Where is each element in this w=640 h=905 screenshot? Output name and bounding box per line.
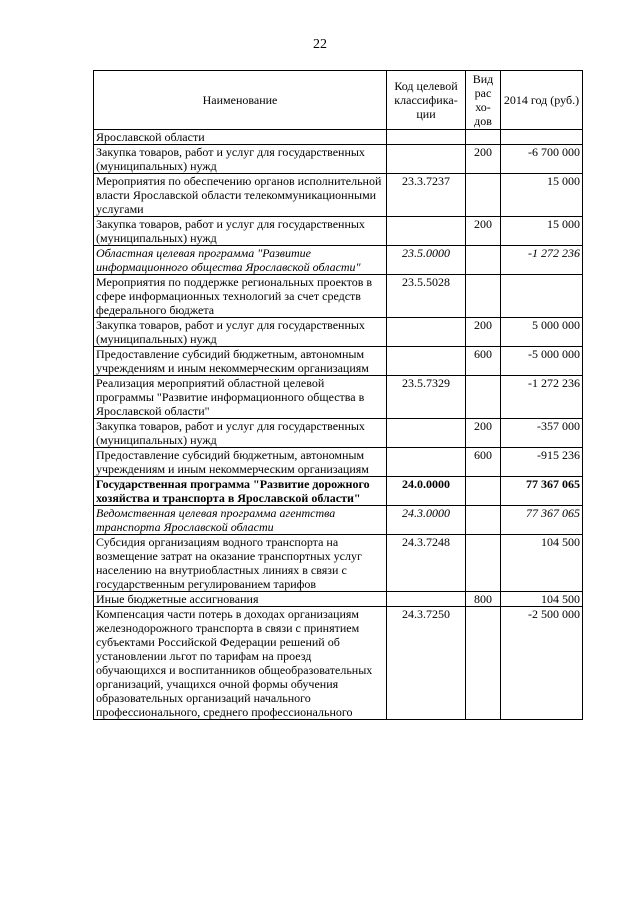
- cell-name: Иные бюджетные ассигнования: [94, 592, 387, 607]
- cell-code: 23.5.7329: [387, 376, 466, 419]
- table-row: [94, 535, 583, 592]
- cell-code: 24.3.7250: [387, 607, 466, 720]
- cell-amount: -1 272 236: [501, 246, 583, 275]
- cell-name: Закупка товаров, работ и услуг для государственных (муниципальных) нужд: [94, 419, 387, 448]
- cell-code: [387, 419, 466, 448]
- header-kind: Вид рас хо-дов: [466, 71, 501, 130]
- cell-name: Закупка товаров, работ и услуг для государственных (муниципальных) нужд: [94, 318, 387, 347]
- cell-code: [387, 592, 466, 607]
- cell-code: [387, 318, 466, 347]
- cell-amount: 77 367 065: [501, 477, 583, 506]
- cell-name: Закупка товаров, работ и услуг для государственных (муниципальных) нужд: [94, 217, 387, 246]
- cell-kind: 600: [466, 448, 501, 477]
- cell-kind: 200: [466, 217, 501, 246]
- table-row: [94, 448, 583, 477]
- table-row: [94, 477, 583, 506]
- cell-kind: [466, 535, 501, 592]
- table-row: [94, 174, 583, 217]
- cell-code: 24.0.0000: [387, 477, 466, 506]
- cell-kind: [466, 246, 501, 275]
- cell-code: 24.3.7248: [387, 535, 466, 592]
- cell-amount: -915 236: [501, 448, 583, 477]
- budget-table: [93, 70, 583, 720]
- cell-amount: 15 000: [501, 217, 583, 246]
- cell-name: Предоставление субсидий бюджетным, автономным учреждениям и иным некоммерческим организациям: [94, 347, 387, 376]
- cell-code: [387, 145, 466, 174]
- cell-code: 24.3.0000: [387, 506, 466, 535]
- table-row: [94, 275, 583, 318]
- cell-kind: 800: [466, 592, 501, 607]
- cell-code: [387, 217, 466, 246]
- cell-code: 23.5.5028: [387, 275, 466, 318]
- cell-amount: -6 700 000: [501, 145, 583, 174]
- header-code: Код целевой классифика-ции: [387, 71, 466, 130]
- cell-name: Ведомственная целевая программа агентства транспорта Ярославской области: [94, 506, 387, 535]
- table-row: [94, 592, 583, 607]
- cell-kind: [466, 477, 501, 506]
- cell-amount: 5 000 000: [501, 318, 583, 347]
- cell-name: Компенсация части потерь в доходах организациям железнодорожного транспорта в связи с принятием субъектами Российской Федерации решений об установлении льгот по тарифам на проезд обучающихся и воспитанников общеобразовательных организаций, учащихся очной формы обучения образовательных организаций начального профессионального, среднего профессионального: [94, 607, 387, 720]
- table-row: [94, 607, 583, 720]
- table-row: [94, 419, 583, 448]
- cell-name: Областная целевая программа "Развитие информационного общества Ярославской области": [94, 246, 387, 275]
- cell-amount: 15 000: [501, 174, 583, 217]
- table-row: [94, 130, 583, 145]
- cell-code: 23.3.7237: [387, 174, 466, 217]
- cell-kind: 200: [466, 419, 501, 448]
- header-amount: 2014 год (руб.): [501, 71, 583, 130]
- cell-code: [387, 347, 466, 376]
- table-row: [94, 246, 583, 275]
- cell-amount: 104 500: [501, 535, 583, 592]
- cell-name: Мероприятия по обеспечению органов исполнительной власти Ярославской области телекоммуникационными услугами: [94, 174, 387, 217]
- cell-name: Предоставление субсидий бюджетным, автономным учреждениям и иным некоммерческим организациям: [94, 448, 387, 477]
- cell-kind: [466, 130, 501, 145]
- cell-name: Государственная программа "Развитие дорожного хозяйства и транспорта в Ярославской области": [94, 477, 387, 506]
- cell-kind: 600: [466, 347, 501, 376]
- cell-amount: [501, 130, 583, 145]
- cell-code: 23.5.0000: [387, 246, 466, 275]
- table-row: [94, 347, 583, 376]
- cell-kind: [466, 174, 501, 217]
- table-row: [94, 318, 583, 347]
- cell-kind: 200: [466, 318, 501, 347]
- cell-name: Закупка товаров, работ и услуг для государственных (муниципальных) нужд: [94, 145, 387, 174]
- cell-kind: 200: [466, 145, 501, 174]
- cell-code: [387, 448, 466, 477]
- cell-amount: 77 367 065: [501, 506, 583, 535]
- cell-amount: -1 272 236: [501, 376, 583, 419]
- cell-code: [387, 130, 466, 145]
- cell-name: Ярославской области: [94, 130, 387, 145]
- cell-amount: 104 500: [501, 592, 583, 607]
- cell-kind: [466, 376, 501, 419]
- cell-amount: -357 000: [501, 419, 583, 448]
- table-row: [94, 376, 583, 419]
- cell-kind: [466, 275, 501, 318]
- cell-kind: [466, 506, 501, 535]
- table-row: [94, 145, 583, 174]
- header-name: Наименование: [94, 71, 387, 130]
- cell-name: Мероприятия по поддержке региональных проектов в сфере информационных технологий за счет средств федерального бюджета: [94, 275, 387, 318]
- cell-amount: -2 500 000: [501, 607, 583, 720]
- cell-name: Субсидия организациям водного транспорта на возмещение затрат на оказание транспортных услуг населению на внутриобластных линиях в связи с государственным регулированием тарифов: [94, 535, 387, 592]
- page-number: 22: [313, 37, 327, 52]
- table-row: [94, 217, 583, 246]
- cell-name: Реализация мероприятий областной целевой программы "Развитие информационного общества в Ярославской области": [94, 376, 387, 419]
- table-header-row: [94, 71, 583, 130]
- cell-amount: -5 000 000: [501, 347, 583, 376]
- cell-amount: [501, 275, 583, 318]
- table-row: [94, 506, 583, 535]
- cell-kind: [466, 607, 501, 720]
